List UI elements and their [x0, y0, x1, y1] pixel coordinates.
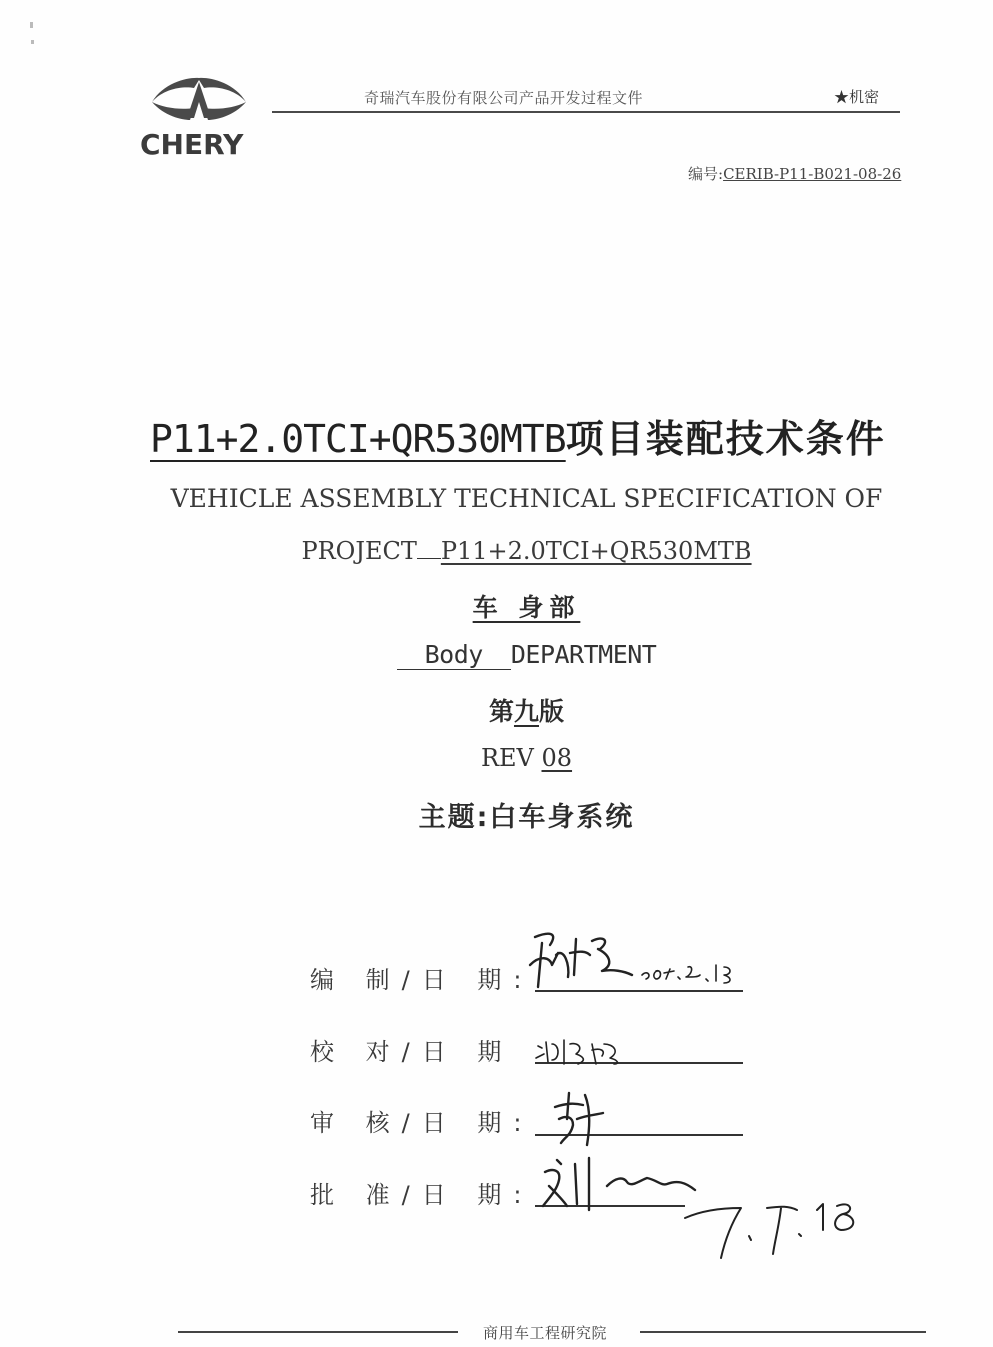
revision-en-number: 08: [541, 744, 573, 772]
revision-en: [60, 744, 993, 772]
approval-label-review: 审 核/日 期:: [310, 1109, 534, 1137]
revision-en-prefix: REV: [480, 744, 534, 772]
revision-cn-number: 九: [513, 697, 539, 726]
approval-label-compile: 编 制/日 期:: [310, 966, 534, 994]
signature-approve-icon: [535, 1150, 895, 1265]
english-title-line2: [60, 537, 993, 565]
subject-line: 主题:白车身系统: [418, 802, 635, 833]
chery-emblem-icon: [144, 72, 254, 127]
revision-cn-suffix: 版: [539, 697, 565, 726]
main-title: [150, 408, 886, 463]
department-cn-text: 车 身部: [472, 593, 581, 622]
header-company: 奇瑞汽车股份有限公司产品开发过程文件: [364, 89, 644, 107]
approval-label-approve: 批 准/日 期:: [310, 1181, 534, 1209]
chery-logo: [138, 72, 268, 162]
project-code: P11+2.0TCI+QR530MTB: [150, 417, 566, 461]
department-en: [60, 640, 993, 670]
department-en-name: Body: [397, 640, 511, 670]
confidential-badge: ★机密: [834, 88, 880, 106]
scan-speck: [30, 22, 33, 28]
footer-rule-right: [640, 1331, 926, 1333]
document-number-label: 编号:: [688, 165, 724, 183]
signature-review-icon: [545, 1085, 615, 1155]
title-cn-suffix: 项目装配技术条件: [565, 417, 886, 461]
footer-rule-left: [178, 1331, 458, 1333]
blank-underline: [417, 558, 441, 559]
english-title-prefix: PROJECT: [301, 537, 417, 565]
logo-wordmark: CHERY: [140, 128, 244, 161]
document-number-value: CERIB-P11-B021-08-26: [723, 165, 902, 183]
english-title-line1: VEHICLE ASSEMBLY TECHNICAL SPECIFICATION OF: [170, 484, 883, 513]
footer-organization: 商用车工程研究院: [483, 1324, 608, 1342]
header-rule: [272, 111, 900, 113]
department-cn: [60, 588, 993, 624]
revision-cn-prefix: 第: [488, 697, 514, 726]
document-number: [688, 163, 901, 184]
revision-cn: [60, 692, 993, 728]
scan-speck: [31, 40, 34, 44]
signature-compile-icon: [520, 925, 760, 995]
english-title-project: P11+2.0TCI+QR530MTB: [440, 537, 752, 565]
signature-proofread-icon: [530, 1030, 640, 1070]
approval-label-proofread: 校 对/日 期: [310, 1038, 514, 1066]
department-en-suffix: DEPARTMENT: [510, 640, 657, 669]
